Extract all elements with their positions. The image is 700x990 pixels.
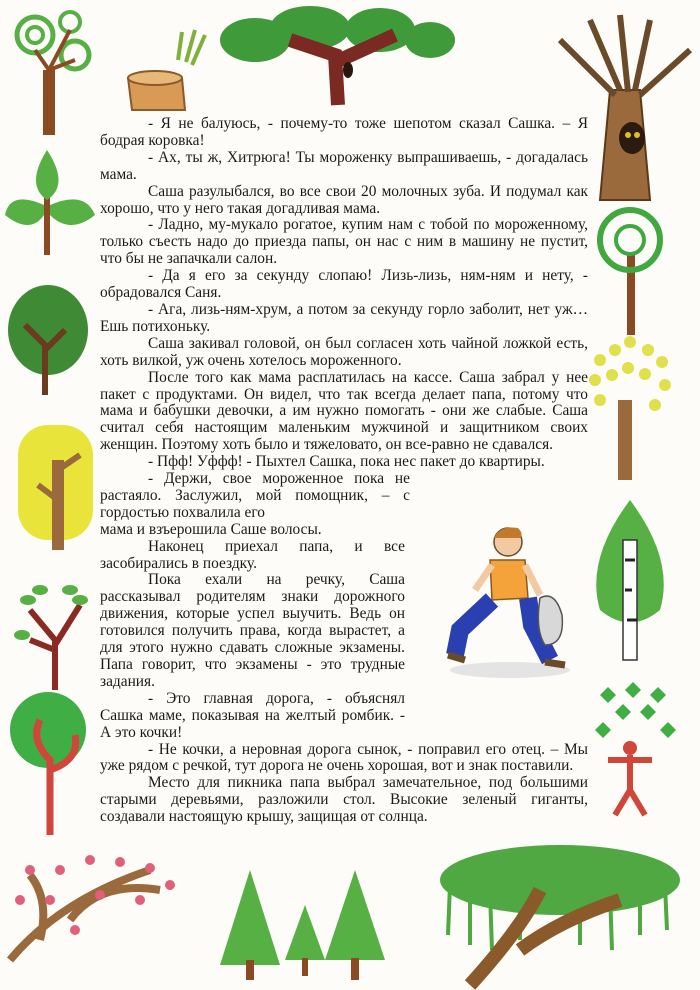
leaf-figure-icon: [595, 682, 676, 815]
fir-trees-icon: [220, 870, 385, 980]
stump-icon: [128, 30, 205, 110]
story-paragraph: - Это главная дорога, - объяснял Сашка маме, показывая на желтый ромбик. - А это кочки!: [100, 689, 405, 741]
story-paragraph: - Ага, лизь-ням-хрум, а потом за секунду горло заболит, нет уж… Ешь потихоньку.: [100, 300, 588, 335]
round-tree-icon: [8, 285, 88, 395]
story-paragraph: - Ладно, му-мукало рогатое, купим нам с тобой по мороженному, только съесть надо до приезда папы, он нас с ним в машину не пустит, что бы не запачкали салон.: [100, 216, 588, 268]
dotted-tree-icon: [589, 336, 671, 480]
story-paragraph: - Да я его за секунду слопаю! Лизь-лизь, ням-ням и нету, - обрадовался Саня.: [100, 267, 588, 302]
leaf-sapling-icon: [5, 150, 95, 255]
story-text: [100, 116, 588, 826]
story-paragraph: - Ах, ты ж, Хитрюга! Ты мороженку выпрашиваешь, - догадалась мама.: [100, 148, 588, 183]
story-paragraph: мама и взъерошила Саше волосы.: [100, 520, 322, 538]
story-paragraph: Место для пикника папа выбрал замечательное, под большими старыми деревьями, разложили стол. Высокие зеленый гиганты, создавали настоящую крышу, защищая от солнца.: [100, 774, 588, 826]
story-paragraph: Пока ехали на речку, Саша рассказывал родителям знаки дорожного движения, которые успел выучить. Ведь он готовился получить права, когда вырастет, а для этого нужно сдавать сложные экзамены. Папа говорит, что экзамены - это трудные задания.: [100, 571, 405, 690]
story-paragraph: - Я не балуюсь, - почему-то тоже шепотом сказал Сашка. – Я бодрая коровка!: [100, 115, 588, 149]
spiral-tree-icon: [17, 12, 89, 135]
birch-tree-icon: [596, 500, 664, 660]
story-paragraph: После того как мама расплатилась на кассе. Саша забрал у нее пакет с продуктами. Он видел, что так всегда делает папа, потому что мама и бабушки девочки, а им нужно помогать - они же слабые. Саша считал себя настоящим маленьким мужчиной и защитником своих женщин. Поэтому хоть было и тяжеловато, он все-равно не сдавался.: [100, 368, 588, 454]
spiral-plant-icon: [600, 210, 660, 335]
blossom-tree-icon: [10, 855, 175, 960]
story-paragraph: - Пфф! Уффф! - Пыхтел Сашка, пока нес пакет до квартиры.: [148, 453, 545, 471]
wide-tree-icon: [220, 6, 455, 105]
yellow-tree-icon: [18, 425, 93, 550]
story-paragraph: Саша закивал головой, он был согласен хоть чайной ложкой есть, хоть вилкой, уж очень хотелось мороженного.: [100, 334, 588, 369]
swirl-tree-icon: [10, 692, 86, 835]
boy-illustration: [440, 520, 580, 680]
story-paragraph: Саша разулыбался, во все свои 20 молочных зуба. И подумал как хорошо, что у него такая догадливая мама.: [100, 182, 588, 217]
branch-tree-icon: [14, 585, 88, 690]
willow-tree-icon: [440, 845, 680, 985]
story-paragraph: - Не кочки, а неровная дорога сынок, - поправил его отец. – Мы уже рядом с речкой, тут дорога не очень хорошая, вот и знак поставили.: [100, 740, 588, 775]
story-paragraph: - Держи, свое мороженное пока не растаяло. Заслужил, мой помощник, – с гордостью похвалила его: [100, 470, 410, 521]
story-paragraph: Наконец приехал папа, и все засобирались в поездку.: [100, 537, 405, 572]
